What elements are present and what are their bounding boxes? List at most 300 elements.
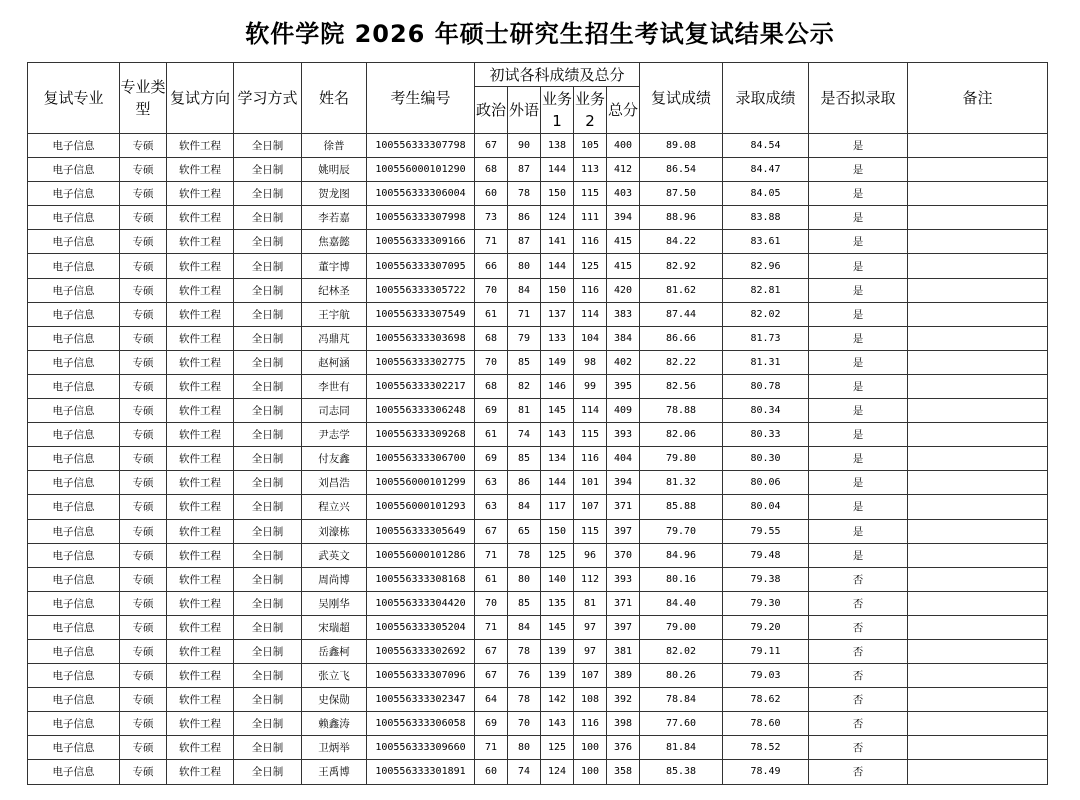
- cell-course1: 144: [541, 254, 574, 278]
- table-row: [28, 374, 1048, 398]
- cell-direction: 软件工程: [167, 591, 234, 615]
- cell-admit-score: 79.30: [723, 591, 809, 615]
- cell-name: 贺龙图: [302, 182, 367, 206]
- table-row: [28, 230, 1048, 254]
- cell-english: 79: [508, 326, 541, 350]
- cell-major: 电子信息: [28, 230, 120, 254]
- cell-exam-id: 100556333304420: [367, 591, 475, 615]
- cell-course1: 143: [541, 423, 574, 447]
- cell-admit-score: 84.05: [723, 182, 809, 206]
- cell-politics: 69: [475, 447, 508, 471]
- cell-total: 393: [607, 567, 640, 591]
- cell-remark: [908, 688, 1048, 712]
- cell-name: 卫炳举: [302, 736, 367, 760]
- cell-major-type: 专硕: [120, 158, 167, 182]
- cell-study-mode: 全日制: [234, 302, 302, 326]
- cell-english: 81: [508, 399, 541, 423]
- cell-politics: 68: [475, 374, 508, 398]
- cell-politics: 71: [475, 615, 508, 639]
- cell-course2: 115: [574, 519, 607, 543]
- cell-english: 87: [508, 230, 541, 254]
- cell-admit-score: 83.61: [723, 230, 809, 254]
- cell-exam-id: 100556000101290: [367, 158, 475, 182]
- cell-major: 电子信息: [28, 760, 120, 784]
- cell-retest-score: 86.66: [640, 326, 723, 350]
- cell-course2: 104: [574, 326, 607, 350]
- cell-admitted: 否: [809, 712, 908, 736]
- cell-remark: [908, 182, 1048, 206]
- cell-admitted: 是: [809, 278, 908, 302]
- cell-total: 376: [607, 736, 640, 760]
- cell-politics: 66: [475, 254, 508, 278]
- cell-total: 400: [607, 134, 640, 158]
- cell-course1: 133: [541, 326, 574, 350]
- cell-course2: 100: [574, 736, 607, 760]
- cell-politics: 67: [475, 134, 508, 158]
- cell-name: 赖鑫涛: [302, 712, 367, 736]
- cell-major-type: 专硕: [120, 230, 167, 254]
- cell-major: 电子信息: [28, 712, 120, 736]
- cell-total: 381: [607, 639, 640, 663]
- cell-total: 415: [607, 230, 640, 254]
- cell-direction: 软件工程: [167, 254, 234, 278]
- cell-name: 刘濠栋: [302, 519, 367, 543]
- cell-remark: [908, 567, 1048, 591]
- cell-retest-score: 84.40: [640, 591, 723, 615]
- cell-politics: 68: [475, 158, 508, 182]
- cell-english: 74: [508, 760, 541, 784]
- cell-english: 80: [508, 254, 541, 278]
- cell-admitted: 否: [809, 615, 908, 639]
- cell-study-mode: 全日制: [234, 615, 302, 639]
- cell-major: 电子信息: [28, 447, 120, 471]
- cell-exam-id: 100556333305722: [367, 278, 475, 302]
- cell-remark: [908, 399, 1048, 423]
- table-row: [28, 302, 1048, 326]
- cell-admitted: 是: [809, 374, 908, 398]
- cell-direction: 软件工程: [167, 543, 234, 567]
- cell-english: 70: [508, 712, 541, 736]
- cell-exam-id: 100556333308168: [367, 567, 475, 591]
- cell-course2: 98: [574, 350, 607, 374]
- cell-english: 78: [508, 543, 541, 567]
- table-row: [28, 254, 1048, 278]
- cell-english: 85: [508, 591, 541, 615]
- cell-name: 王宇航: [302, 302, 367, 326]
- cell-study-mode: 全日制: [234, 326, 302, 350]
- cell-direction: 软件工程: [167, 567, 234, 591]
- cell-course2: 114: [574, 399, 607, 423]
- cell-politics: 67: [475, 639, 508, 663]
- cell-english: 87: [508, 158, 541, 182]
- cell-study-mode: 全日制: [234, 399, 302, 423]
- cell-admit-score: 80.30: [723, 447, 809, 471]
- cell-admit-score: 80.78: [723, 374, 809, 398]
- results-table: [27, 62, 1048, 785]
- cell-exam-id: 100556333305649: [367, 519, 475, 543]
- cell-english: 78: [508, 182, 541, 206]
- table-body: [28, 134, 1048, 785]
- cell-study-mode: 全日制: [234, 567, 302, 591]
- cell-course1: 139: [541, 664, 574, 688]
- cell-english: 82: [508, 374, 541, 398]
- cell-course2: 111: [574, 206, 607, 230]
- cell-course1: 124: [541, 206, 574, 230]
- cell-english: 84: [508, 495, 541, 519]
- cell-politics: 67: [475, 664, 508, 688]
- cell-admitted: 是: [809, 423, 908, 447]
- cell-direction: 软件工程: [167, 182, 234, 206]
- cell-major: 电子信息: [28, 495, 120, 519]
- cell-course1: 145: [541, 399, 574, 423]
- table-row: [28, 278, 1048, 302]
- cell-politics: 68: [475, 326, 508, 350]
- cell-admitted: 是: [809, 399, 908, 423]
- cell-politics: 71: [475, 543, 508, 567]
- cell-politics: 70: [475, 591, 508, 615]
- cell-politics: 70: [475, 278, 508, 302]
- cell-course1: 144: [541, 158, 574, 182]
- cell-retest-score: 77.60: [640, 712, 723, 736]
- cell-admit-score: 79.38: [723, 567, 809, 591]
- cell-major: 电子信息: [28, 254, 120, 278]
- cell-exam-id: 100556333305204: [367, 615, 475, 639]
- header-politics: 政治: [475, 87, 508, 134]
- cell-total: 383: [607, 302, 640, 326]
- cell-admitted: 否: [809, 639, 908, 663]
- cell-name: 尹志学: [302, 423, 367, 447]
- cell-admit-score: 84.47: [723, 158, 809, 182]
- cell-total: 409: [607, 399, 640, 423]
- cell-major-type: 专硕: [120, 206, 167, 230]
- cell-admit-score: 83.88: [723, 206, 809, 230]
- cell-study-mode: 全日制: [234, 664, 302, 688]
- cell-admit-score: 80.06: [723, 471, 809, 495]
- cell-course1: 137: [541, 302, 574, 326]
- cell-remark: [908, 206, 1048, 230]
- cell-admit-score: 81.73: [723, 326, 809, 350]
- cell-admitted: 否: [809, 688, 908, 712]
- cell-major-type: 专硕: [120, 254, 167, 278]
- cell-major-type: 专硕: [120, 688, 167, 712]
- cell-remark: [908, 230, 1048, 254]
- cell-course2: 115: [574, 182, 607, 206]
- cell-total: 412: [607, 158, 640, 182]
- cell-admit-score: 80.33: [723, 423, 809, 447]
- cell-course1: 149: [541, 350, 574, 374]
- header-name: 姓名: [302, 63, 367, 134]
- cell-study-mode: 全日制: [234, 712, 302, 736]
- cell-course2: 116: [574, 230, 607, 254]
- cell-name: 赵柯涵: [302, 350, 367, 374]
- cell-admit-score: 79.55: [723, 519, 809, 543]
- cell-study-mode: 全日制: [234, 760, 302, 784]
- cell-name: 姚明辰: [302, 158, 367, 182]
- cell-course2: 114: [574, 302, 607, 326]
- cell-admitted: 是: [809, 326, 908, 350]
- cell-major: 电子信息: [28, 688, 120, 712]
- cell-major: 电子信息: [28, 639, 120, 663]
- cell-politics: 71: [475, 736, 508, 760]
- cell-direction: 软件工程: [167, 688, 234, 712]
- cell-admitted: 是: [809, 254, 908, 278]
- cell-total: 394: [607, 471, 640, 495]
- table-row: [28, 519, 1048, 543]
- cell-name: 刘昌浩: [302, 471, 367, 495]
- cell-retest-score: 86.54: [640, 158, 723, 182]
- cell-exam-id: 100556333309166: [367, 230, 475, 254]
- cell-retest-score: 85.38: [640, 760, 723, 784]
- cell-english: 85: [508, 447, 541, 471]
- header-admitted: 是否拟录取: [809, 63, 908, 134]
- cell-major: 电子信息: [28, 471, 120, 495]
- cell-english: 74: [508, 423, 541, 447]
- cell-direction: 软件工程: [167, 278, 234, 302]
- cell-exam-id: 100556333302692: [367, 639, 475, 663]
- cell-admitted: 否: [809, 567, 908, 591]
- cell-study-mode: 全日制: [234, 591, 302, 615]
- cell-major-type: 专硕: [120, 615, 167, 639]
- cell-course1: 146: [541, 374, 574, 398]
- header-major-type: 专业类型: [120, 63, 167, 134]
- cell-retest-score: 85.88: [640, 495, 723, 519]
- cell-politics: 64: [475, 688, 508, 712]
- cell-retest-score: 79.00: [640, 615, 723, 639]
- cell-retest-score: 82.56: [640, 374, 723, 398]
- cell-admit-score: 82.96: [723, 254, 809, 278]
- cell-name: 董宇博: [302, 254, 367, 278]
- cell-direction: 软件工程: [167, 326, 234, 350]
- cell-name: 焦嘉懿: [302, 230, 367, 254]
- cell-course1: 134: [541, 447, 574, 471]
- cell-politics: 61: [475, 302, 508, 326]
- cell-major: 电子信息: [28, 591, 120, 615]
- cell-admit-score: 78.60: [723, 712, 809, 736]
- cell-politics: 61: [475, 423, 508, 447]
- cell-direction: 软件工程: [167, 760, 234, 784]
- cell-admit-score: 78.52: [723, 736, 809, 760]
- cell-major: 电子信息: [28, 423, 120, 447]
- cell-course1: 145: [541, 615, 574, 639]
- cell-major-type: 专硕: [120, 712, 167, 736]
- cell-politics: 61: [475, 567, 508, 591]
- cell-admitted: 否: [809, 591, 908, 615]
- cell-admit-score: 82.02: [723, 302, 809, 326]
- cell-name: 岳鑫柯: [302, 639, 367, 663]
- table-row: [28, 736, 1048, 760]
- table-row: [28, 182, 1048, 206]
- table-row: [28, 447, 1048, 471]
- cell-politics: 69: [475, 712, 508, 736]
- cell-direction: 软件工程: [167, 230, 234, 254]
- table-header: [28, 63, 1048, 134]
- cell-retest-score: 79.80: [640, 447, 723, 471]
- cell-remark: [908, 254, 1048, 278]
- cell-english: 78: [508, 688, 541, 712]
- cell-remark: [908, 760, 1048, 784]
- cell-english: 90: [508, 134, 541, 158]
- header-course2: 业务2: [574, 87, 607, 134]
- cell-total: 371: [607, 591, 640, 615]
- cell-major-type: 专硕: [120, 278, 167, 302]
- cell-major: 电子信息: [28, 615, 120, 639]
- cell-admit-score: 79.20: [723, 615, 809, 639]
- table-row: [28, 326, 1048, 350]
- cell-name: 纪林圣: [302, 278, 367, 302]
- cell-major-type: 专硕: [120, 639, 167, 663]
- cell-admitted: 是: [809, 495, 908, 519]
- cell-study-mode: 全日制: [234, 374, 302, 398]
- cell-study-mode: 全日制: [234, 447, 302, 471]
- cell-course2: 97: [574, 615, 607, 639]
- cell-major: 电子信息: [28, 134, 120, 158]
- cell-admitted: 是: [809, 471, 908, 495]
- header-direction: 复试方向: [167, 63, 234, 134]
- cell-major-type: 专硕: [120, 567, 167, 591]
- cell-name: 冯鼎芃: [302, 326, 367, 350]
- cell-major-type: 专硕: [120, 423, 167, 447]
- cell-major: 电子信息: [28, 158, 120, 182]
- cell-major: 电子信息: [28, 326, 120, 350]
- cell-study-mode: 全日制: [234, 736, 302, 760]
- cell-retest-score: 84.96: [640, 543, 723, 567]
- cell-course2: 107: [574, 664, 607, 688]
- table-row: [28, 399, 1048, 423]
- table-row: [28, 567, 1048, 591]
- header-retest-score: 复试成绩: [640, 63, 723, 134]
- cell-admit-score: 82.81: [723, 278, 809, 302]
- cell-study-mode: 全日制: [234, 350, 302, 374]
- cell-course2: 115: [574, 423, 607, 447]
- cell-total: 403: [607, 182, 640, 206]
- cell-retest-score: 82.92: [640, 254, 723, 278]
- cell-remark: [908, 519, 1048, 543]
- cell-name: 司志同: [302, 399, 367, 423]
- cell-admitted: 是: [809, 230, 908, 254]
- cell-major-type: 专硕: [120, 182, 167, 206]
- cell-direction: 软件工程: [167, 495, 234, 519]
- cell-major-type: 专硕: [120, 326, 167, 350]
- cell-total: 393: [607, 423, 640, 447]
- table-row: [28, 423, 1048, 447]
- cell-exam-id: 100556333306700: [367, 447, 475, 471]
- cell-course1: 141: [541, 230, 574, 254]
- cell-total: 371: [607, 495, 640, 519]
- cell-study-mode: 全日制: [234, 230, 302, 254]
- cell-politics: 71: [475, 230, 508, 254]
- cell-retest-score: 82.02: [640, 639, 723, 663]
- cell-admitted: 是: [809, 158, 908, 182]
- table-row: [28, 615, 1048, 639]
- cell-major: 电子信息: [28, 399, 120, 423]
- cell-direction: 软件工程: [167, 374, 234, 398]
- table-row: [28, 495, 1048, 519]
- cell-study-mode: 全日制: [234, 206, 302, 230]
- cell-exam-id: 100556333307096: [367, 664, 475, 688]
- cell-name: 程立兴: [302, 495, 367, 519]
- cell-exam-id: 100556333301891: [367, 760, 475, 784]
- cell-name: 周尚博: [302, 567, 367, 591]
- cell-course1: 140: [541, 567, 574, 591]
- cell-exam-id: 100556000101286: [367, 543, 475, 567]
- cell-remark: [908, 591, 1048, 615]
- cell-direction: 软件工程: [167, 158, 234, 182]
- cell-major: 电子信息: [28, 350, 120, 374]
- cell-study-mode: 全日制: [234, 688, 302, 712]
- cell-remark: [908, 134, 1048, 158]
- cell-remark: [908, 495, 1048, 519]
- cell-course2: 125: [574, 254, 607, 278]
- cell-remark: [908, 543, 1048, 567]
- cell-english: 85: [508, 350, 541, 374]
- cell-course1: 150: [541, 182, 574, 206]
- cell-study-mode: 全日制: [234, 471, 302, 495]
- cell-admit-score: 79.11: [723, 639, 809, 663]
- cell-total: 420: [607, 278, 640, 302]
- cell-admit-score: 81.31: [723, 350, 809, 374]
- cell-name: 史保勋: [302, 688, 367, 712]
- cell-major: 电子信息: [28, 278, 120, 302]
- cell-name: 宋瑞超: [302, 615, 367, 639]
- cell-politics: 63: [475, 471, 508, 495]
- cell-retest-score: 81.62: [640, 278, 723, 302]
- cell-major-type: 专硕: [120, 302, 167, 326]
- cell-study-mode: 全日制: [234, 254, 302, 278]
- cell-major-type: 专硕: [120, 350, 167, 374]
- table-row: [28, 350, 1048, 374]
- cell-retest-score: 78.84: [640, 688, 723, 712]
- cell-total: 397: [607, 519, 640, 543]
- cell-course2: 113: [574, 158, 607, 182]
- cell-name: 吴刚华: [302, 591, 367, 615]
- cell-exam-id: 100556333303698: [367, 326, 475, 350]
- cell-course1: 150: [541, 278, 574, 302]
- cell-course2: 97: [574, 639, 607, 663]
- cell-course2: 100: [574, 760, 607, 784]
- cell-name: 王禹博: [302, 760, 367, 784]
- cell-course1: 117: [541, 495, 574, 519]
- cell-retest-score: 82.22: [640, 350, 723, 374]
- cell-course2: 112: [574, 567, 607, 591]
- cell-remark: [908, 736, 1048, 760]
- cell-total: 402: [607, 350, 640, 374]
- table-row: [28, 760, 1048, 784]
- cell-retest-score: 80.26: [640, 664, 723, 688]
- cell-total: 358: [607, 760, 640, 784]
- cell-total: 389: [607, 664, 640, 688]
- cell-exam-id: 100556333307798: [367, 134, 475, 158]
- cell-english: 76: [508, 664, 541, 688]
- header-initial-group: 初试各科成绩及总分: [475, 63, 640, 87]
- cell-course1: 150: [541, 519, 574, 543]
- cell-direction: 软件工程: [167, 519, 234, 543]
- cell-admitted: 是: [809, 182, 908, 206]
- cell-major: 电子信息: [28, 182, 120, 206]
- cell-major-type: 专硕: [120, 374, 167, 398]
- header-total: 总分: [607, 87, 640, 134]
- cell-remark: [908, 278, 1048, 302]
- cell-study-mode: 全日制: [234, 495, 302, 519]
- cell-english: 71: [508, 302, 541, 326]
- cell-major: 电子信息: [28, 543, 120, 567]
- cell-exam-id: 100556333302217: [367, 374, 475, 398]
- cell-major-type: 专硕: [120, 495, 167, 519]
- cell-remark: [908, 664, 1048, 688]
- cell-course2: 116: [574, 712, 607, 736]
- cell-course1: 138: [541, 134, 574, 158]
- cell-admitted: 是: [809, 206, 908, 230]
- header-remark: 备注: [908, 63, 1048, 134]
